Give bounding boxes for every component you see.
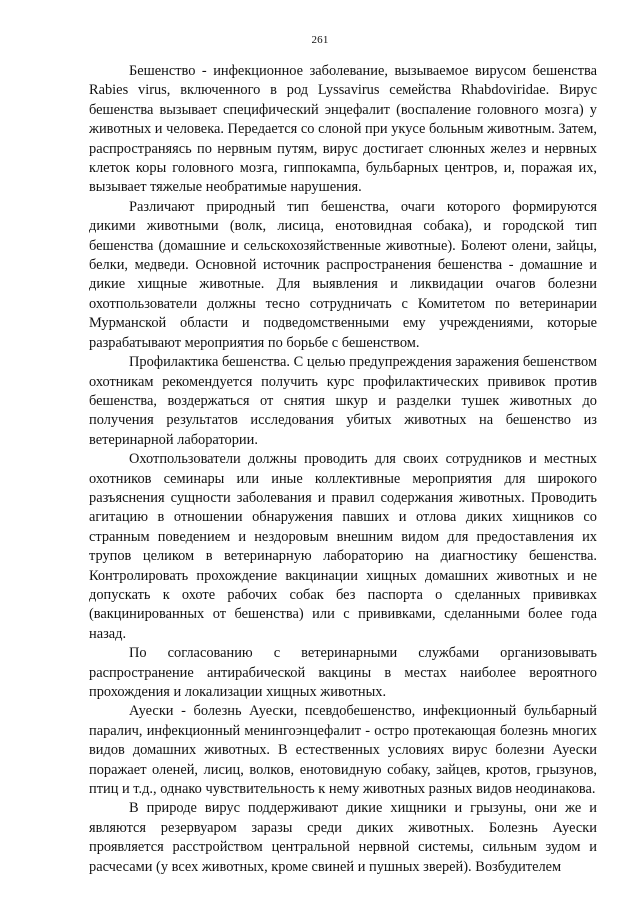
paragraph-rabies-definition: Бешенство - инфекционное заболевание, вызываемое вирусом бешенства Rabies virus, включенного в род Lyssavirus семейства Rhabdoviridae. Вирус бешенства вызывает специфический энцефалит (воспаление головного мозга) у животных и человека. Передается со слоной при укусе больным животным. Затем, распространяясь по нервным путям, вирус достигает слюнных желез и нервных клеток коры головного мозга, гиппокампа, бульбарных центров, и, поражая их, вызывает тяжелые необратимые нарушения. <box>89 63 598 196</box>
page-number: 261 <box>311 34 329 46</box>
body-text <box>89 62 597 877</box>
paragraph-aujeszky-reservoir: В природе вирус поддерживают дикие хищники и грызуны, они же и являются резервуаром заразы среди диких животных. Болезнь Ауески проявляется расстройством центральной нервной системы, сильным зудом и расчесами (у всех животных, кроме свиней и пушных зверей). Возбудителем <box>89 800 597 875</box>
paragraph-vaccine-distribution: По согласованию с ветеринарными службами организовывать распространение антирабической вакцины в местах наиболее вероятного прохождения и локализации хищных животных. <box>89 645 597 700</box>
paragraph-aujeszky-definition: Ауески - болезнь Ауески, псевдобешенство, инфекционный бульбарный паралич, инфекционный менингоэнцефалит - остро протекающая болезнь многих видов домашних животных. В естественных условиях вирус болезни Ауески поражает оленей, лисиц, волков, енотовидную собаку, зайцев, кротов, грызунов, птиц и т.д., однако чувствительность к нему животных разных видов неодинакова. <box>89 703 597 798</box>
paragraph-hunter-measures: Охотпользователи должны проводить для своих сотрудников и местных охотников семинары или иные коллективные мероприятия для широкого разъяснения сущности заболевания и правил содержания животных. Проводить агитацию в отношении обнаружения павших и отлова диких хищников со странным поведением и нездоровым внешним видом для предоставления их трупов целиком в ветеринарную лабораторию на диагностику бешенства. Контролировать прохождение вакцинации хищных домашних животных и не допускать к охоте рабочих собак без паспорта о сделанных прививках (вакцинированных от бешенства) или с прививками, сделанными более года назад. <box>89 451 597 642</box>
paragraph-rabies-prevention: Профилактика бешенства. С целью предупреждения заражения бешенством охотникам рекомендуется получить курс профилактических прививок против бешенства, воздержаться от снятия шкур и разделки тушек животных до получения результатов исследования убитых животных на бешенство из ветеринарной лаборатории. <box>89 354 597 448</box>
paragraph-rabies-types: Различают природный тип бешенства, очаги которого формируются дикими животными (волк, лисица, енотовидная собака), и городской тип бешенства (домашние и сельскохозяйственные животные). Болеют олени, зайцы, белки, медведи. Основной источник распространения бешенства - домашние и дикие хищные животные. Для выявления и ликвидации очагов болезни охотпользователи должны тесно сотрудничать с Комитетом по ветеринарии Мурманской области и подведомственными ему учреждениями, которые разрабатывают мероприятия по борьбе с бешенством. <box>89 198 597 351</box>
